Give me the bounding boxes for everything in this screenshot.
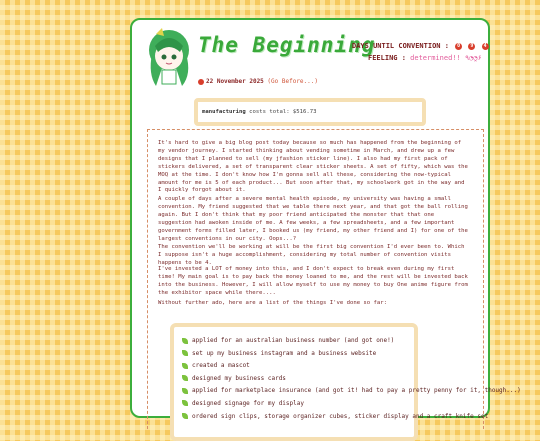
checklist-item (182, 385, 521, 398)
checklist-item-text: ordered sign clips, storage organizer cubes, sticker display and a craft knife set (192, 412, 489, 420)
article-paragraph: I've invested a LOT of money into this, and I don't expect to break even during my first time! My main goal is to pay back the money loaned to me, and the rest will be invested back into the business. However, I will allow myself to use my money to buy One anime figure from the exhibitor space while there.... (158, 266, 468, 296)
leaf-icon (182, 338, 188, 344)
manufacturing-label: manufacturing (202, 109, 246, 115)
leaf-icon (182, 363, 188, 369)
article-paragraph: Without further ado, here are a list of the things I've done so far: (158, 300, 388, 306)
feeling-row (368, 54, 482, 62)
post-date-row (198, 78, 328, 86)
mascot-icon (142, 24, 196, 90)
checklist (174, 327, 521, 423)
background-left-rail (0, 0, 60, 405)
checklist-item (182, 360, 414, 373)
checklist-item (182, 335, 414, 348)
feeling-value: determined!! ٩◔̯◔۶ (410, 54, 482, 62)
countdown (352, 42, 489, 50)
checklist-box (170, 323, 521, 441)
page-title: The Beginning (198, 33, 376, 57)
countdown-label: DAYS UNTIL CONVENTION : (352, 42, 449, 50)
article-paragraph: A couple of days after a severe mental health episode, my university was having a small convention. My friend suggested that we table there next year, and that got the ball rolling again. But I don't think that my poor friend anticipated the monster that that one suggestion had awoken inside of me. A few weeks, a few spreadsheets, and a few important government forms filled later, I booked us (my friend, my other friend and I) for one of the largest conventions in our city. Oops...? (158, 196, 468, 242)
article-paragraph: It's hard to give a big blog post today because so much has happened from the beginning of my vendor journey. I started thinking about vending sometime in March, and drew up a few designs that I planned to sell (my jfashion sticker line). I also had my first pack of stickers delivered, a set of transparent clear sticker sheets. A set of fifty, which was the MOQ at the time. I don't know how I'm gonna sell all these, considering the now-typical amount for me is 5 of each product... But soon after that, my schoolwork got in the way and I quickly forgot about it. (158, 140, 468, 194)
checklist-item-text: applied for an australian business number (and got one!) (192, 337, 395, 344)
checklist-item-text: designed signage for my display (192, 399, 304, 407)
manufacturing-costs-box (194, 98, 426, 126)
checklist-item (182, 411, 489, 424)
feeling-label: FEELING : (368, 54, 406, 62)
leaf-icon (182, 350, 188, 356)
checklist-item-text: applied for marketplace insurance (and got it! had to pay a pretty penny for it, though...) (192, 387, 521, 395)
manufacturing-total: costs total: $516.73 (245, 109, 317, 115)
checklist-item (182, 348, 414, 361)
apple-icon (198, 79, 204, 85)
countdown-digit: 4 (483, 42, 487, 49)
checklist-item-text: created a mascot (192, 362, 250, 370)
countdown-digit: 0 (457, 42, 461, 49)
leaf-icon (182, 375, 188, 381)
post-date: 22 November 2025 (206, 78, 264, 85)
checklist-item-text: designed my business cards (192, 374, 286, 382)
go-before-link[interactable]: (Go Before...) (267, 78, 318, 85)
leaf-icon (182, 388, 188, 394)
leaf-icon (182, 413, 188, 419)
checklist-item (182, 373, 414, 386)
article-body (147, 129, 521, 429)
checklist-item (182, 398, 414, 411)
leaf-icon (182, 400, 188, 406)
checklist-item-text: set up my business instagram and a business website (192, 349, 377, 357)
countdown-digit: 9 (470, 42, 474, 49)
article-paragraph: The convention we'll be working at will be the first big convention I'd ever been to. Which I suppose isn't a huge accomplishment, considering my total number of convention visits happens to be 4. (158, 244, 465, 266)
blog-page (130, 18, 521, 420)
